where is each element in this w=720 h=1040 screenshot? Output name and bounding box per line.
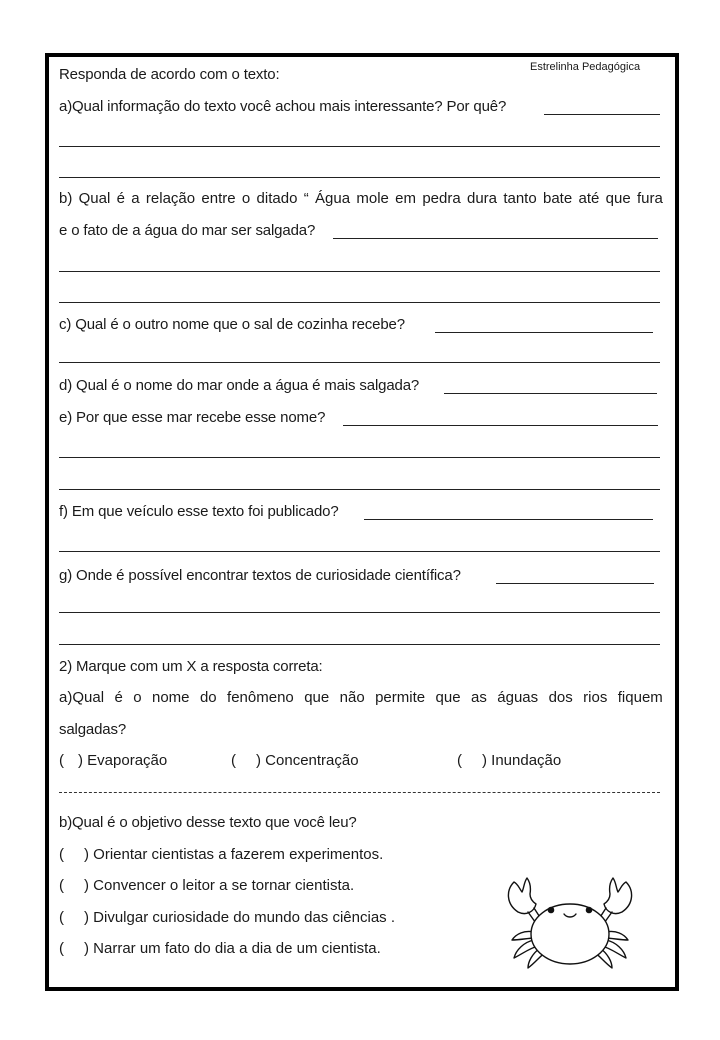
- word: que: [435, 689, 461, 706]
- option-concentracao[interactable]: [231, 752, 359, 770]
- answer-line[interactable]: [435, 332, 653, 333]
- checkbox-paren-close[interactable]: ): [84, 846, 89, 863]
- instruction-text: Responda de acordo com o texto:: [59, 66, 280, 83]
- option-convencer[interactable]: [59, 877, 354, 895]
- option-inundacao[interactable]: [457, 752, 561, 770]
- question-b-line1: [59, 190, 663, 208]
- word: entre: [201, 190, 236, 207]
- checkbox-paren-close[interactable]: ): [482, 752, 487, 769]
- word: pedra: [422, 190, 461, 207]
- question-c: c) Qual é o outro nome que o sal de cozinha recebe?: [59, 316, 405, 333]
- checkbox-paren-open[interactable]: (: [59, 877, 64, 894]
- word: mole: [356, 190, 389, 207]
- answer-line[interactable]: [59, 271, 660, 272]
- word: rios: [583, 689, 608, 706]
- word: é: [114, 689, 123, 706]
- word: do: [199, 689, 217, 706]
- word: permite: [375, 689, 426, 706]
- word: bate: [542, 190, 573, 207]
- option-narrar[interactable]: [59, 940, 381, 958]
- option-label: Evaporação: [87, 752, 168, 769]
- option-label: Divulgar curiosidade do mundo das ciências .: [93, 909, 396, 926]
- crab-icon: [500, 872, 640, 972]
- checkbox-paren-open[interactable]: (: [59, 846, 64, 863]
- checkbox-paren-open[interactable]: (: [231, 752, 236, 769]
- crab-body: [531, 904, 609, 964]
- checkbox-paren-open[interactable]: (: [457, 752, 462, 769]
- checkbox-paren-open[interactable]: (: [59, 940, 64, 957]
- answer-line[interactable]: [59, 457, 660, 458]
- word: em: [395, 190, 417, 207]
- option-label: Concentração: [265, 752, 359, 769]
- option-label: Inundação: [491, 752, 562, 769]
- word: é: [116, 190, 125, 207]
- answer-line[interactable]: [544, 114, 660, 115]
- word: até: [578, 190, 600, 207]
- word: fura: [636, 190, 663, 207]
- answer-line[interactable]: [333, 238, 658, 239]
- word: que: [605, 190, 631, 207]
- word: águas: [497, 689, 539, 706]
- option-label: Convencer o leitor a se tornar cientista.: [93, 877, 355, 894]
- option-label: Narrar um fato do dia a dia de um cientista.: [93, 940, 381, 957]
- option-divulgar[interactable]: [59, 909, 395, 927]
- checkbox-paren-open[interactable]: (: [59, 752, 64, 769]
- word: fenômeno: [227, 689, 294, 706]
- crab-eye: [548, 907, 553, 912]
- crab-right-claw: [604, 878, 632, 914]
- question-g: g) Onde é possível encontrar textos de curiosidade científica?: [59, 567, 461, 584]
- word: que: [304, 689, 330, 706]
- word: as: [471, 689, 487, 706]
- checkbox-paren-close[interactable]: ): [256, 752, 261, 769]
- answer-line[interactable]: [444, 393, 657, 394]
- question-b-line2: e o fato de a água do mar ser salgada?: [59, 222, 316, 239]
- word: dos: [548, 689, 573, 706]
- word: Qual: [78, 190, 111, 207]
- brand-label: Estrelinha Pedagógica: [530, 61, 641, 73]
- checkbox-paren-open[interactable]: (: [59, 909, 64, 926]
- checkbox-paren-close[interactable]: ): [84, 940, 89, 957]
- checkbox-paren-close[interactable]: ): [84, 877, 89, 894]
- word: a)Qual: [59, 689, 105, 706]
- question-d: d) Qual é o nome do mar onde a água é mais salgada?: [59, 377, 420, 394]
- question2a-line2: salgadas?: [59, 721, 127, 738]
- answer-line[interactable]: [496, 583, 654, 584]
- word: a: [131, 190, 140, 207]
- checkbox-paren-close[interactable]: ): [84, 909, 89, 926]
- word: dura: [466, 190, 498, 207]
- word: relação: [145, 190, 196, 207]
- question2b: b)Qual é o objetivo desse texto que você leu?: [59, 814, 357, 831]
- answer-line[interactable]: [343, 425, 658, 426]
- option-label: Orientar cientistas a fazerem experimentos.: [93, 846, 384, 863]
- word: fiquem: [617, 689, 663, 706]
- word: tanto: [503, 190, 537, 207]
- answer-line[interactable]: [59, 612, 660, 613]
- section-separator: [59, 792, 660, 793]
- answer-line[interactable]: [59, 644, 660, 645]
- crab-left-claw: [508, 878, 536, 914]
- checkbox-paren-close[interactable]: ): [78, 752, 83, 769]
- crab-eye: [586, 907, 591, 912]
- word: não: [339, 689, 365, 706]
- word: o: [133, 689, 142, 706]
- question-e: e) Por que esse mar recebe esse nome?: [59, 409, 326, 426]
- question-f: f) Em que veículo esse texto foi publicado?: [59, 503, 339, 520]
- word: nome: [151, 689, 190, 706]
- answer-line[interactable]: [59, 362, 660, 363]
- word: Água: [315, 190, 351, 207]
- answer-line[interactable]: [59, 146, 660, 147]
- word: o: [241, 190, 251, 207]
- answer-line[interactable]: [59, 551, 660, 552]
- word: ditado: [256, 190, 298, 207]
- word: “: [303, 190, 309, 207]
- answer-line[interactable]: [59, 489, 660, 490]
- answer-line[interactable]: [59, 302, 660, 303]
- section2-title: 2) Marque com um X a resposta correta:: [59, 658, 323, 675]
- option-evaporacao[interactable]: [59, 752, 167, 770]
- question2a-line1: [59, 689, 663, 707]
- question-a: a)Qual informação do texto você achou mais interessante? Por quê?: [59, 98, 507, 115]
- answer-line[interactable]: [364, 519, 653, 520]
- answer-line[interactable]: [59, 177, 660, 178]
- option-orientar[interactable]: [59, 846, 383, 864]
- word: b): [59, 190, 73, 207]
